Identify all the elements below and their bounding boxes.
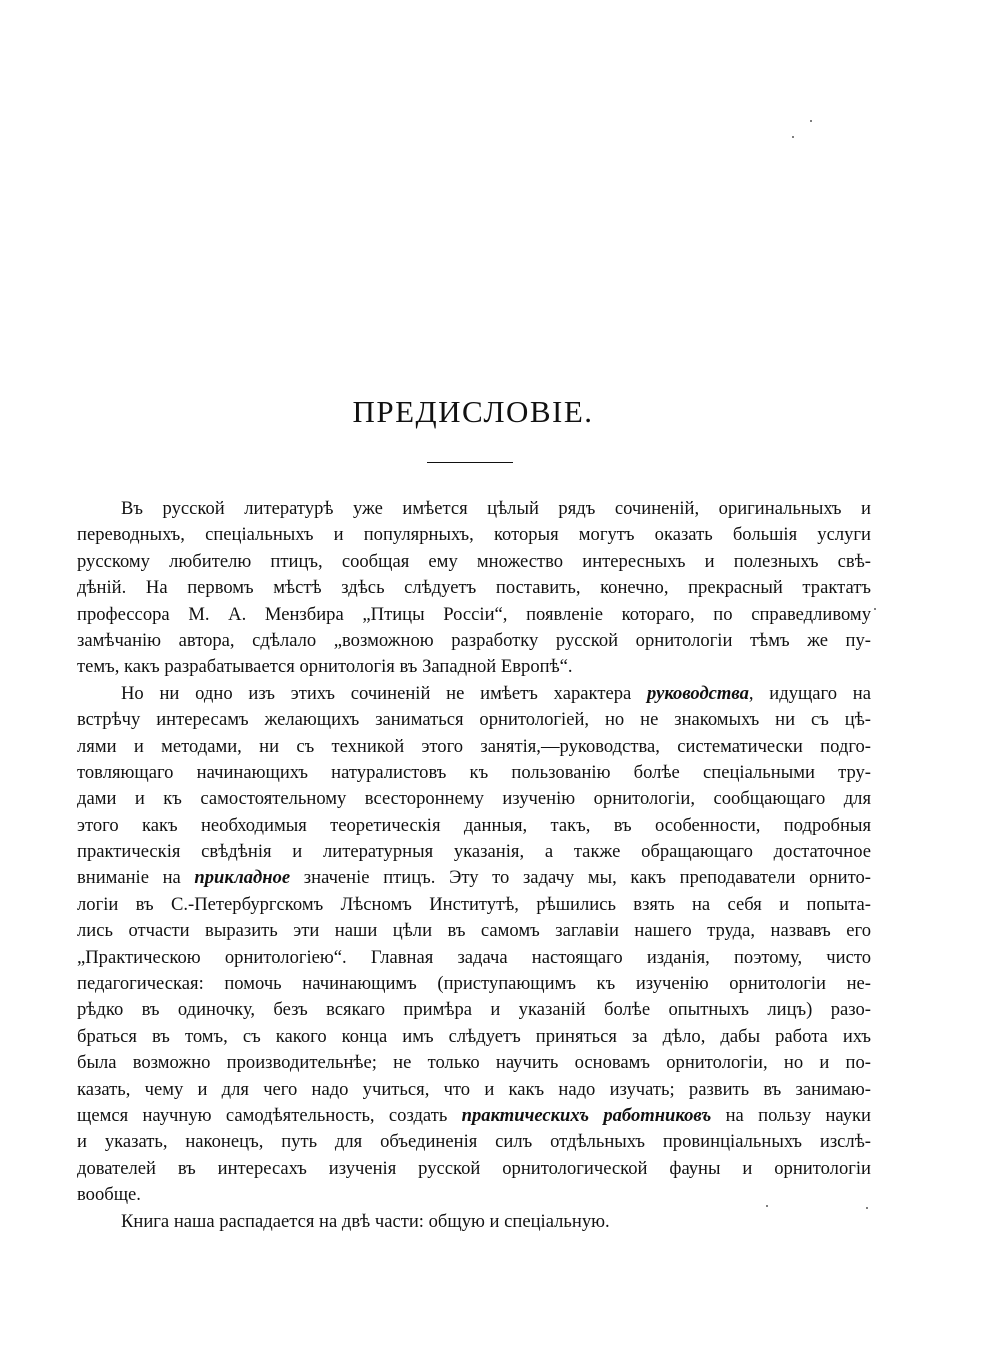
text-line: рѣдко въ одиночку, безъ всякаго примѣра и указаній болѣе опытныхъ лицъ) разо- (77, 999, 871, 1021)
text-run: щемся научную самодѣятельность, создать (77, 1104, 462, 1126)
text-run: , идущаго на (748, 682, 871, 704)
text-line: профессора М. А. Мензбира „Птицы Россіи“, появленіе котораго, по справедливому (77, 603, 871, 625)
text-line: этого какъ необходимыя теоретическія данныя, такъ, въ особенности, подробныя (77, 814, 871, 836)
emphasis-text: руководства (647, 682, 749, 704)
body-text (77, 496, 871, 1235)
text-line: лись отчасти выразить эти наши цѣли въ самомъ заглавіи нашего труда, назвавъ его (77, 920, 871, 942)
text-line: казать, чему и для чего надо учиться, что и какъ надо изучать; развить въ занимаю- (77, 1078, 871, 1100)
text-line: была возможно производительнѣе; не только научить основамъ орнитологіи, но и по- (77, 1052, 871, 1074)
emphasis-text: прикладное (194, 867, 291, 889)
scan-speck (766, 1205, 768, 1207)
text-line: дами и къ самостоятельному всестороннему изученію орнитологіи, сообщающаго для (77, 788, 871, 810)
text-line: вообще. (77, 1184, 141, 1206)
paragraph (77, 1209, 871, 1235)
text-line: Книга наша распадается на двѣ части: общую и спеціальную. (121, 1210, 610, 1232)
text-line: логіи въ С.-Петербургскомъ Лѣсномъ Институтѣ, рѣшились взять на себя и попыта- (77, 893, 871, 915)
text-line: лями и методами, ни съ техникой этого занятія,—руководства, систематически подго- (77, 735, 871, 757)
text-run: на пользу науки (711, 1104, 872, 1126)
text-line: русскому любителю птицъ, сообщая ему множество интересныхъ и полезныхъ свѣ- (77, 550, 871, 572)
text-line: „Практическою орнитологіею“. Главная задача настоящаго изданія, поэтому, чисто (77, 946, 871, 968)
title-divider (427, 462, 513, 463)
text-line: дователей въ интересахъ изученія русской орнитологической фауны и орнитологіи (77, 1157, 871, 1179)
text-line (77, 681, 871, 707)
page-title: ПРЕДИСЛОВІЕ. (352, 394, 594, 429)
text-line: и указать, наконецъ, путь для объединенія силъ отдѣльныхъ провинціальныхъ изслѣ- (77, 1131, 871, 1153)
scan-speck (874, 608, 876, 610)
text-line: дѣній. На первомъ мѣстѣ здѣсь слѣдуетъ поставить, конечно, прекрасный трактатъ (77, 577, 871, 599)
text-line (77, 1103, 871, 1129)
text-line: педагогическая: помочь начинающимъ (приступающимъ къ изученію орнитологіи не- (77, 973, 871, 995)
text-run: вниманіе на (77, 867, 195, 889)
text-line (77, 865, 871, 891)
text-line: товляющаго начинающихъ натуралистовъ къ пользованію болѣе спеціальными тру- (77, 761, 871, 783)
text-line: браться въ томъ, съ какого конца имъ слѣдуетъ приняться за дѣло, дабы работа ихъ (77, 1025, 871, 1047)
emphasis-text: практическихъ работниковъ (461, 1104, 712, 1126)
paragraph (77, 496, 871, 681)
text-line: практическія свѣдѣнія и литературныя указанія, а также обращающаго достаточное (77, 841, 871, 863)
text-run: Но ни одно изъ этихъ сочиненій не имѣетъ характера (121, 682, 648, 704)
text-line: переводныхъ, спеціальныхъ и популярныхъ, которыя могутъ оказать большія услуги (77, 524, 871, 546)
scan-speck (866, 1207, 868, 1209)
text-run: значеніе птицъ. Эту то задачу мы, какъ преподаватели орнито- (290, 867, 871, 889)
paragraph (77, 681, 871, 1209)
text-line: встрѣчу интересамъ желающихъ заниматься орнитологіей, но не знакомыхъ ни съ цѣ- (77, 709, 871, 731)
text-line: Въ русской литературѣ уже имѣется цѣлый рядъ сочиненій, оригинальныхъ и (121, 498, 871, 519)
text-line: замѣчанію автора, сдѣлало „возможною разработку русской орнитологіи тѣмъ же пу- (77, 629, 871, 651)
scan-speck (792, 136, 794, 138)
scan-speck (810, 120, 812, 122)
text-line: темъ, какъ разрабатывается орнитологія въ Западной Европѣ“. (77, 656, 573, 678)
